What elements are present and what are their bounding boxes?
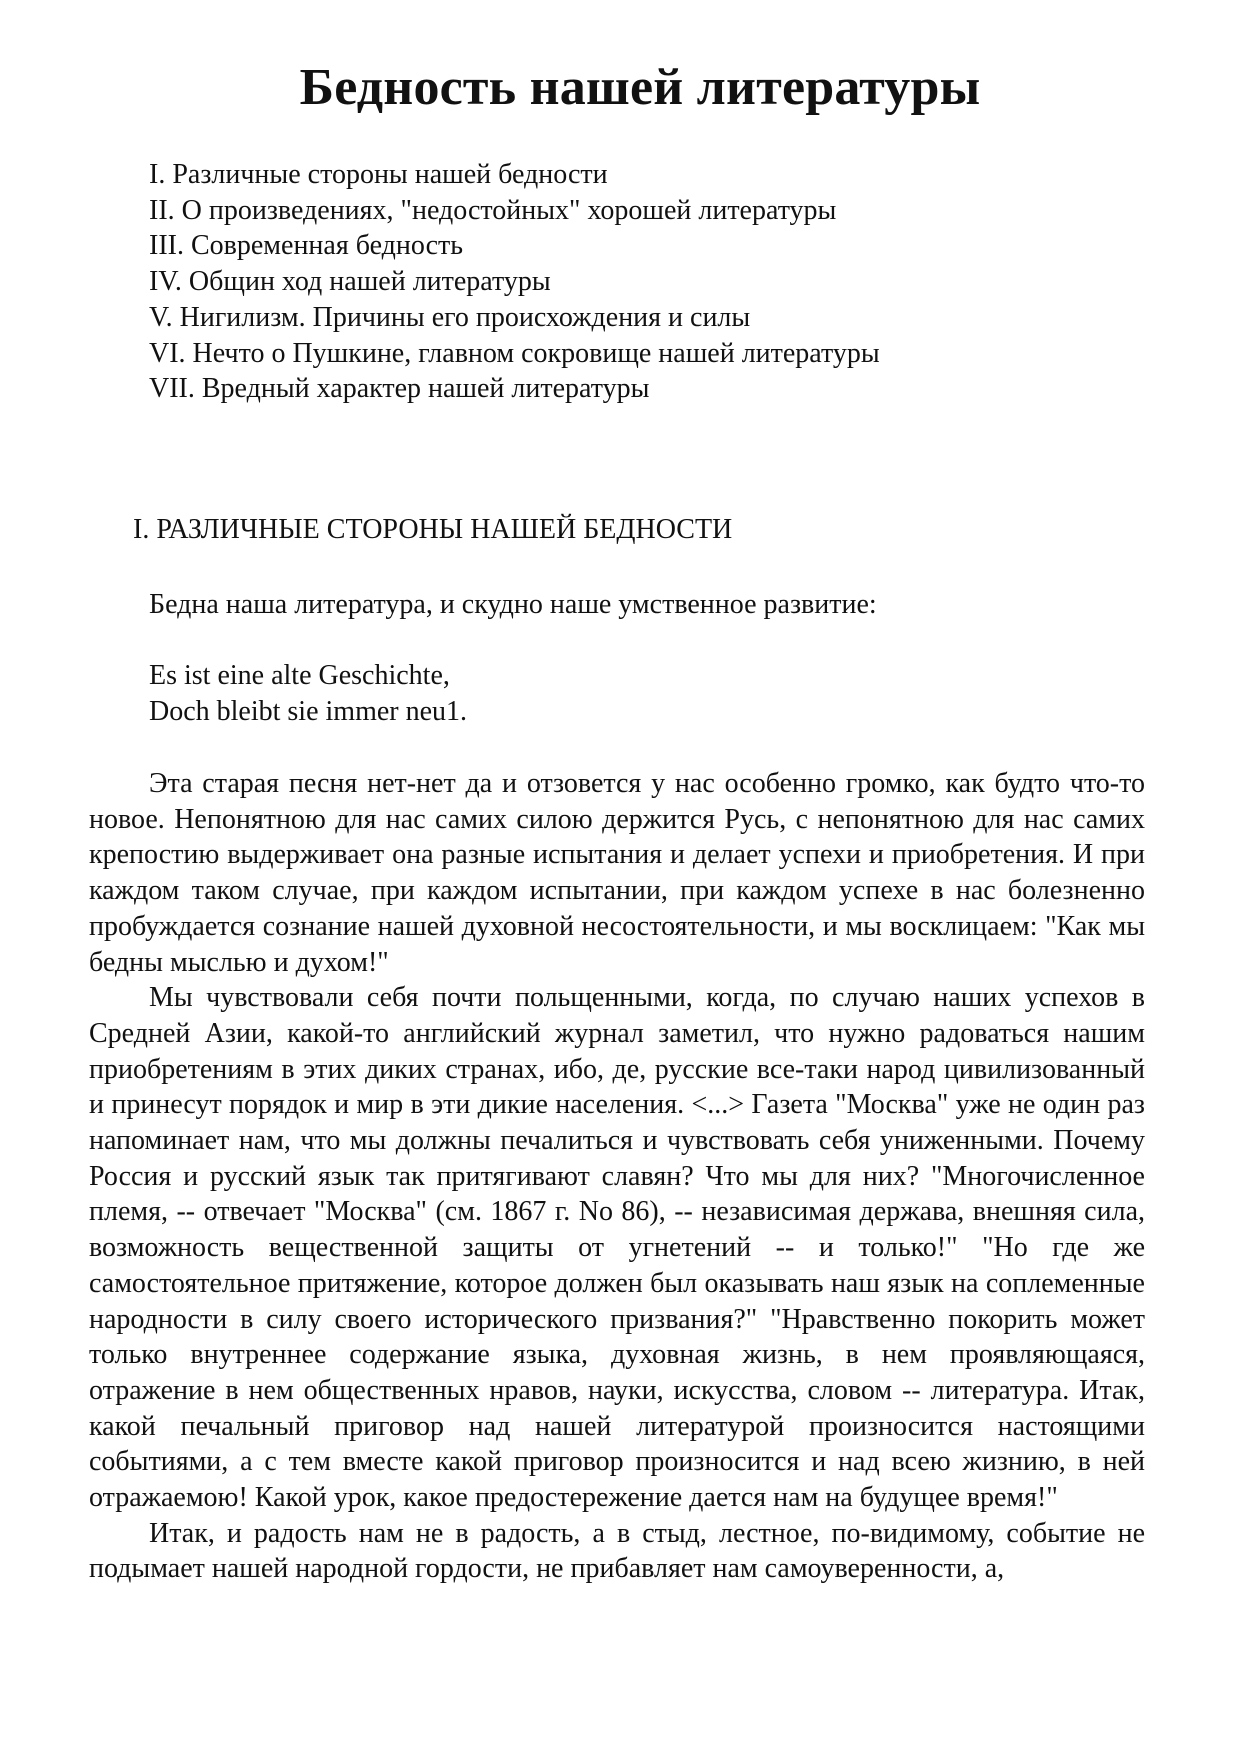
table-of-contents [149,157,880,407]
paragraph: Итак, и радость нам не в радость, а в стыд, лестное, по-видимому, событие не подымает нашей народной гордости, не прибавляет нам самоуверенности, а, [89,1517,1145,1585]
paragraph: Эта старая песня нет-нет да и отзовется у нас особенно громко, как будто что-то новое. Непонятною для нас самих силою держится Русь, с непонятною для нас самих крепостию выдерживает она разные испытания и делает успехи и приобретения. И при каждом таком случае, при каждом испытании, при каждом успехе в нас болезненно пробуждается сознание нашей духовной несостоятельности, и мы восклицаем: "Как мы бедны мыслью и духом!" [89,768,1145,978]
toc-item: III. Современная бедность [149,230,464,262]
epigraph-line: Doch bleibt sie immer neu1. [149,696,468,727]
document-title: Бедность нашей литературы [299,59,981,116]
toc-item: I. Различные стороны нашей бедности [149,159,608,190]
body-text [89,766,1145,1587]
toc-item: II. О произведениях, "недостойных" хорошей литературы [149,194,837,226]
toc-item: VII. Вредный характер нашей литературы [149,373,650,405]
toc-item: V. Нигилизм. Причины его происхождения и силы [149,301,751,333]
paragraph: Мы чувствовали себя почти польщенными, когда, по случаю наших успехов в Средней Азии, какой-то английский журнал заметил, что нужно радоваться нашим приобретениям в этих диких странах, ибо, де, русские все-таки народ цивилизованный и принесут порядок и мир в эти дикие населения. <...> Газета "Москва" уже не один раз напоминает нам, что мы должны печалиться и чувствовать себя униженными. Почему Россия и русский язык так притягивают славян? Что мы для них? "Многочисленное племя, -- отвечает "Москва" (см. 1867 г. No 86), -- независимая держава, внешняя сила, возможность вещественной защиты от угнетений -- и только!" "Но где же самостоятельное притяжение, которое должен был оказывать наш язык на соплеменные народности в силу своего исторического призвания?" "Нравственно покорить может только внутреннее содержание языка, духовная жизнь, в нем проявляющаяся, отражение в нем общественных нравов, науки, искусства, словом -- литература. Итак, какой печальный приговор над нашей литературой произносится настоящими событиями, а с тем вместе какой приговор произносится и над всею жизнию, в ней отражаемою! Какой урок, какое предостережение дается нам на будущее время!" [89,982,1145,1514]
epigraph [149,658,467,730]
lead-sentence: Бедна наша литература, и скудно наше умственное развитие: [149,589,877,620]
epigraph-line: Es ist eine alte Geschichte, [149,660,450,691]
toc-item: VI. Нечто о Пушкине, главном сокровище нашей литературы [149,337,880,369]
toc-item: IV. Общин ход нашей литературы [149,266,551,298]
section-heading: I. РАЗЛИЧНЫЕ СТОРОНЫ НАШЕЙ БЕДНОСТИ [133,514,733,545]
